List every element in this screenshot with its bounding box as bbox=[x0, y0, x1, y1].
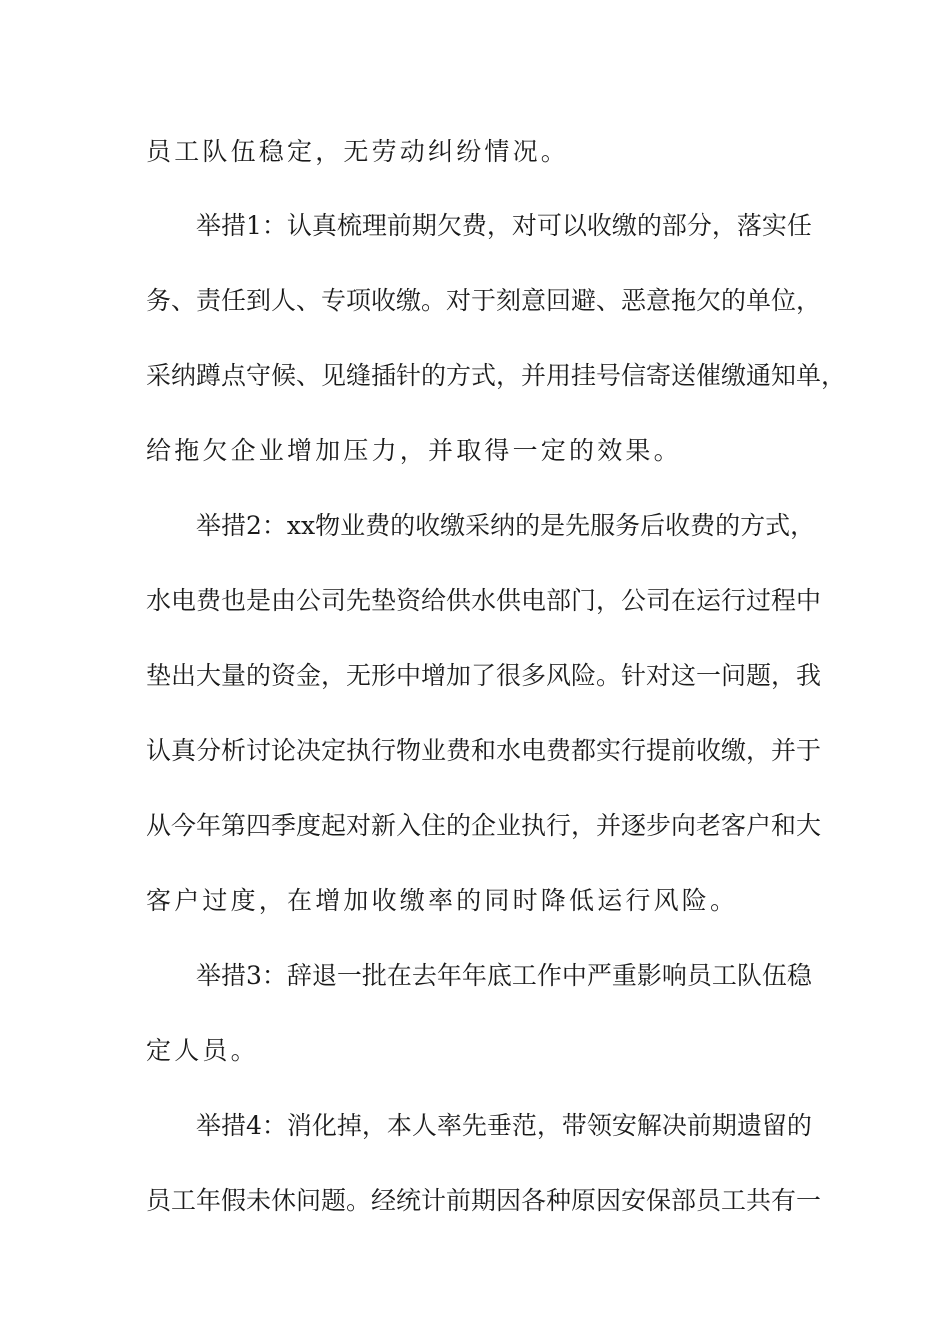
text-line: 认真分析讨论决定执行物业费和水电费都实行提前收缴，并于 bbox=[146, 736, 822, 765]
text-line: 务、责任到人、专项收缴。对于刻意回避、恶意拖欠的单位， bbox=[146, 286, 822, 315]
text-line: 员工年假未休问题。经统计前期因各种原因安保部员工共有一 bbox=[146, 1186, 822, 1215]
text-line: 客户过度，在增加收缴率的同时降低运行风险。 bbox=[146, 886, 739, 915]
text-line: 从今年第四季度起对新入住的企业执行，并逐步向老客户和大 bbox=[146, 811, 822, 840]
text-line: 举措4：消化掉，本人率先垂范，带领安解决前期遗留的 bbox=[196, 1111, 812, 1140]
text-line: 员工队伍稳定，无劳动纠纷情况。 bbox=[146, 137, 570, 166]
text-line: 举措1：认真梳理前期欠费，对可以收缴的部分，落实任 bbox=[196, 211, 812, 240]
text-line: 举措3：辞退一批在去年年底工作中严重影响员工队伍稳 bbox=[196, 961, 812, 990]
text-line: 举措2：xx物业费的收缴采纳的是先服务后收费的方式， bbox=[196, 511, 816, 540]
text-line: 垫出大量的资金，无形中增加了很多风险。针对这一问题，我 bbox=[146, 661, 822, 690]
text-line: 采纳蹲点守候、见缝插针的方式，并用挂号信寄送催缴通知单， bbox=[146, 361, 847, 390]
text-line: 给拖欠企业增加压力，并取得一定的效果。 bbox=[146, 436, 682, 465]
text-line: 水电费也是由公司先垫资给供水供电部门，公司在运行过程中 bbox=[146, 586, 822, 615]
text-line: 定人员。 bbox=[146, 1036, 259, 1065]
